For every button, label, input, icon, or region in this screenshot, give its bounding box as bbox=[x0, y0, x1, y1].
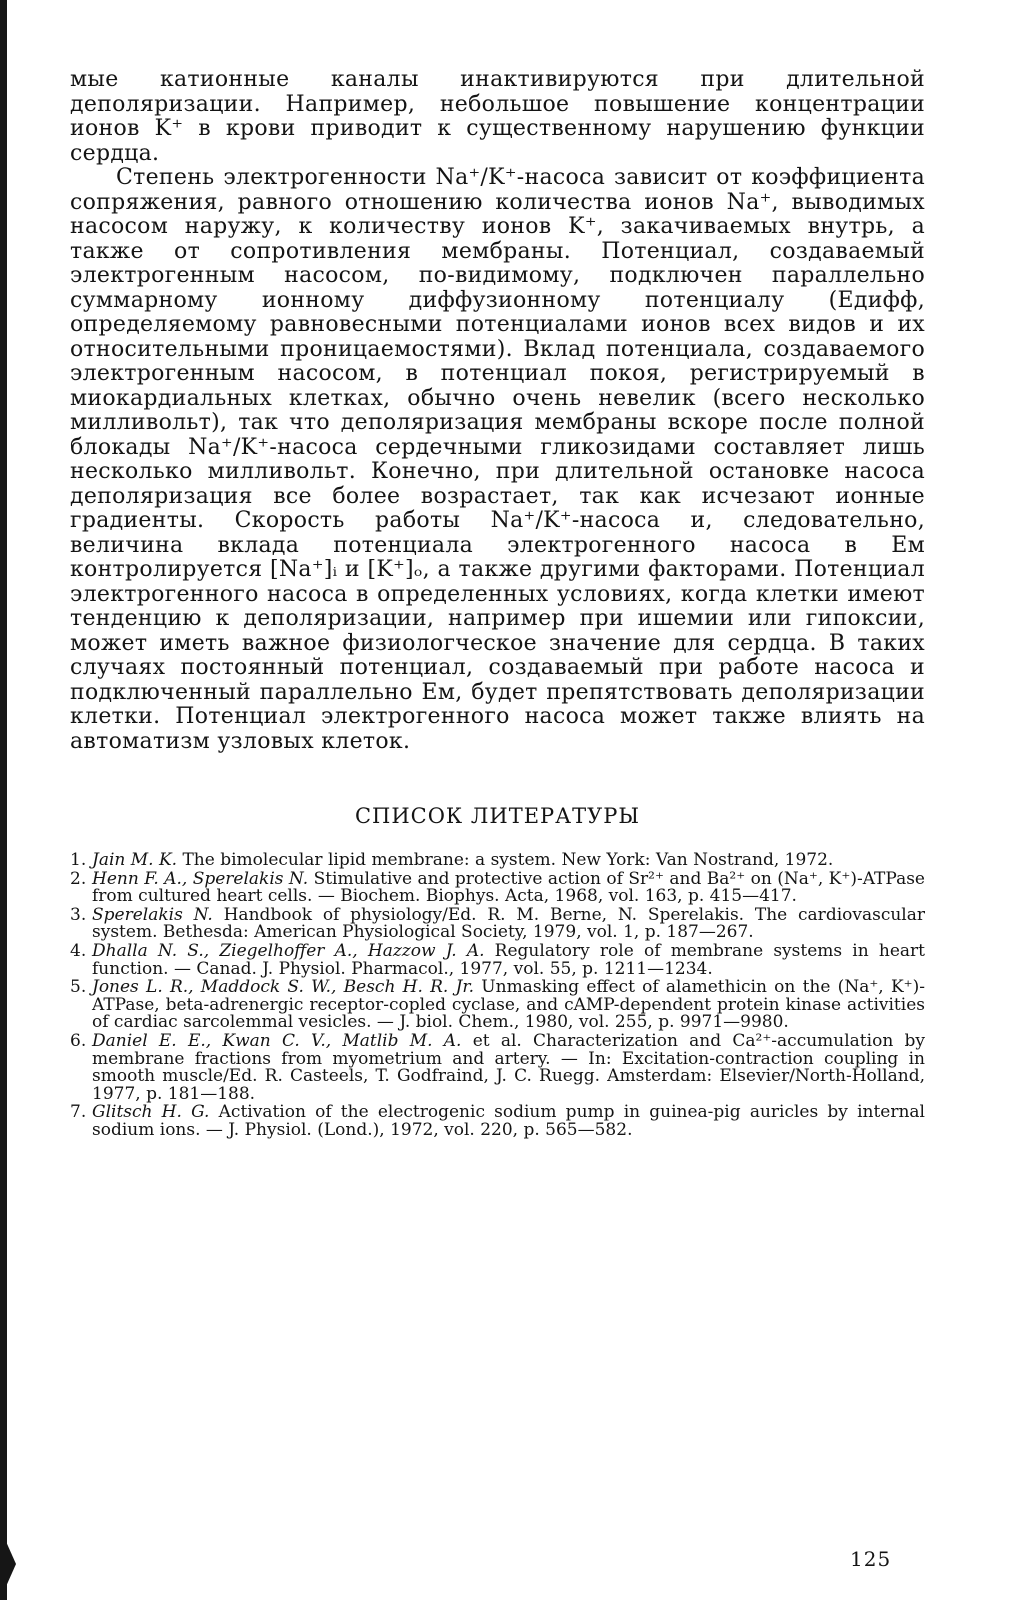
reference-authors: Henn F. A., Sperelakis N. bbox=[92, 868, 309, 889]
document-page bbox=[70, 68, 925, 1141]
page-number: 125 bbox=[850, 1547, 892, 1571]
reference-number: 7. bbox=[70, 1102, 87, 1123]
scan-binding-edge-foot bbox=[0, 1528, 16, 1600]
reference-authors: Glitsch H. G. bbox=[92, 1102, 210, 1123]
reference-text bbox=[92, 1030, 925, 1104]
reference-text bbox=[92, 852, 925, 870]
reference-item bbox=[70, 979, 925, 1032]
reference-item bbox=[70, 852, 925, 870]
reference-number: 2. bbox=[70, 868, 87, 889]
reference-text bbox=[92, 979, 925, 1032]
reference-body: Handbook of physiology/Ed. R. M. Berne, N. Sperelakis. The cardiovascular system. Bethesda: American Physiological Society, 1979, vol. 1, p. 187—267. bbox=[92, 904, 925, 943]
reference-body: Activation of the electrogenic sodium pump in guinea-pig auricles by internal sodium ions. — J. Physiol. (Lond.), 1972, vol. 220, p. 565—582. bbox=[92, 1102, 925, 1140]
reference-authors: Sperelakis N. bbox=[92, 904, 213, 925]
reference-number: 4. bbox=[70, 940, 87, 961]
reference-number: 5. bbox=[70, 977, 87, 998]
reference-text bbox=[92, 868, 925, 907]
reference-item bbox=[70, 1104, 925, 1139]
reference-authors: Jones L. R., Maddock S. W., Besch H. R. Jr. bbox=[92, 977, 475, 998]
reference-authors: Daniel E. E., Kwan C. V., Matlib M. A. bbox=[92, 1030, 462, 1051]
reference-item bbox=[70, 904, 925, 943]
references-list bbox=[70, 852, 925, 1140]
reference-item bbox=[70, 1030, 925, 1104]
reference-body: et al. Characterization and Ca²⁺-accumulation by membrane fractions from myometrium and artery. — In: Excitation-contraction coupling in smooth muscle/Ed. R. Casteels, T. Godfraind, J. C. Ruegg. Amsterdam: Elsevier/North-Holland, 1977, p. 181—188. bbox=[92, 1030, 925, 1104]
reference-number: 3. bbox=[70, 904, 87, 925]
reference-body: Unmasking effect of alamethicin on the (Na⁺, K⁺)-ATPase, beta-adrenergic receptor-copled cyclase, and cAMP-dependent protein kinase activities of cardiac sarcolemmal vesicles. — J. biol. Chem., 1980, vol. 255, p. 9971—9980. bbox=[92, 977, 925, 1033]
reference-body: The bimolecular lipid membrane: a system. New York: Van Nostrand, 1972. bbox=[177, 850, 834, 870]
reference-number: 6. bbox=[70, 1030, 87, 1051]
reference-authors: Dhalla N. S., Ziegelhoffer A., Hazzow J. A. bbox=[92, 940, 485, 961]
reference-item bbox=[70, 868, 925, 907]
reference-text bbox=[92, 1104, 925, 1139]
reference-body: Regulatory role of membrane systems in heart function. — Canad. J. Physiol. Pharmacol., 1977, vol. 55, p. 1211—1234. bbox=[92, 940, 925, 979]
reference-item bbox=[70, 940, 925, 979]
scan-binding-edge bbox=[0, 0, 7, 1600]
body-paragraph: Степень электрогенности Na⁺/K⁺-насоса зависит от коэффициента сопряжения, равного отношению количества ионов Na⁺, выводимых насосом наружу, к количеству ионов K⁺, закачиваемых внутрь, а также от сопротивления мембраны. Потенциал, создаваемый электрогенным насосом, по-видимому, подключен параллельно суммарному ионному диффузионному потенциалу (Eдифф, определяемому равновесными потенциалами ионов всех видов и их относительными проницаемостями). Вклад потенциала, создаваемого электрогенным насосом, в потенциал покоя, регистрируемый в миокардиальных клетках, обычно очень невелик (всего несколько милливольт), так что деполяризация мембраны вскоре после полной блокады Na⁺/K⁺-насоса сердечными гликозидами составляет лишь несколько милливольт. Конечно, при длительной остановке насоса деполяризация все более возрастает, так как исчезают ионные градиенты. Скорость работы Na⁺/K⁺-насоса и, следовательно, величина вклада потенциала электрогенного насоса в Eм контролируется [Na⁺]ᵢ и [K⁺]ₒ, а также другими факторами. Потенциал электрогенного насоса в определенных условиях, когда клетки имеют тенденцию к деполяризации, например при ишемии или гипоксии, может иметь важное физиологческое значение для сердца. В таких случаях постоянный потенциал, создаваемый при работе насоса и подключенный параллельно Eм, будет препятствовать деполяризации клетки. Потенциал электрогенного насоса может также влиять на автоматизм узловых клеток. bbox=[70, 165, 925, 754]
body-text bbox=[70, 68, 925, 754]
reference-number: 1. bbox=[70, 850, 87, 870]
reference-text bbox=[92, 904, 925, 943]
body-paragraph: мые катионные каналы инактивируются при длительной деполяризации. Например, небольшое повышение концентрации ионов K⁺ в крови приводит к существенному нарушению функции сердца. bbox=[70, 67, 925, 166]
reference-authors: Jain M. K. bbox=[92, 850, 178, 870]
reference-body: Stimulative and protective action of Sr²⁺ and Ba²⁺ on (Na⁺, K⁺)-ATPase from cultured heart cells. — Biochem. Biophys. Acta, 1968, vol. 163, p. 415—417. bbox=[92, 868, 925, 907]
reference-text bbox=[92, 940, 925, 979]
references-title: СПИСОК ЛИТЕРАТУРЫ bbox=[354, 804, 641, 828]
